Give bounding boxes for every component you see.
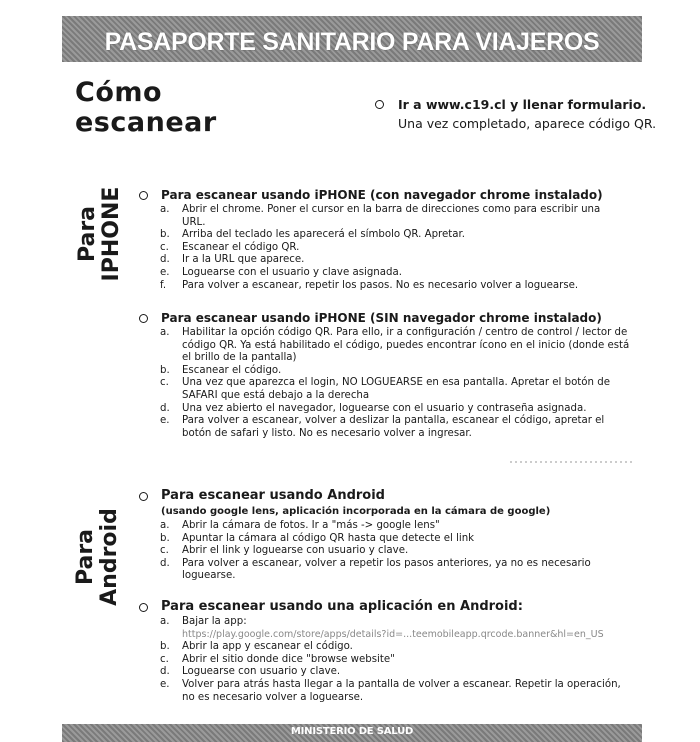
step-text: Arriba del teclado les aparecerá el símbolo QR. Apretar. — [182, 229, 465, 241]
side-label-iphone-line-1: Para — [75, 205, 100, 263]
step-letter: c. — [160, 241, 169, 253]
android-lens-steps — [160, 520, 635, 583]
step-text: Abrir el sitio donde dice "browse website" — [182, 653, 395, 665]
step-item — [160, 415, 632, 440]
step-letter: b. — [160, 641, 170, 653]
step-item — [160, 280, 625, 293]
step-letter: f. — [160, 279, 167, 291]
step-item — [160, 267, 625, 280]
step-text: Abrir la app y escanear el código. — [182, 641, 353, 653]
side-label-iphone — [76, 178, 124, 290]
android-lens-subtitle: (usando google lens, aplicación incorporada en la cámara de google) — [161, 506, 551, 517]
step-letter: c. — [160, 653, 169, 665]
step-letter: d. — [160, 402, 170, 414]
circle-bullet-icon — [139, 492, 148, 501]
side-label-android — [74, 497, 122, 617]
step-text: Volver para atrás hasta llegar a la pantalla de volver a escanear. Repetir la operación, no es necesario volver a loguearse. — [182, 678, 621, 703]
step-text: Loguearse con el usuario y clave asignada. — [182, 266, 402, 278]
step-text: Una vez que aparezca el login, NO LOGUEARSE en esa pantalla. Apretar el botón de SAFARI que está debajo a la derecha — [182, 377, 610, 401]
android-lens-title: Para escanear usando Android — [161, 488, 385, 503]
step-text: Loguearse con usuario y clave. — [182, 666, 341, 678]
step-text: Apuntar la cámara al código QR hasta que detecte el link — [182, 532, 475, 544]
iphone-safari-title: Para escanear usando iPHONE (SIN navegador chrome instalado) — [161, 311, 602, 325]
side-label-android-line-2: Android — [97, 508, 122, 606]
footer-ministry: MINISTERIO DE SALUD — [290, 726, 414, 737]
step-letter: e. — [160, 415, 170, 427]
step-text: Escanear el código QR. — [182, 241, 300, 253]
circle-bullet-icon — [139, 603, 148, 612]
visit-instruction: Ir a www.c19.cl y llenar formulario. — [398, 97, 647, 112]
step-item — [160, 666, 635, 679]
step-text: Abrir el chrome. Poner el cursor en la barra de direcciones como para escribir una URL. — [182, 204, 601, 228]
step-letter: c. — [160, 545, 169, 557]
step-item — [160, 204, 625, 229]
side-label-iphone-line-2: IPHONE — [99, 186, 124, 282]
circle-bullet-icon — [139, 314, 148, 323]
step-text: Abrir la cámara de fotos. Ir a "más -> google lens" — [182, 520, 440, 531]
step-letter: a. — [160, 616, 170, 627]
step-text: Para volver a escanear, volver a repetir los pasos anteriores, ya no es necesario loguearse. — [182, 557, 591, 582]
circle-bullet-icon — [139, 191, 148, 200]
iphone-chrome-steps — [160, 204, 625, 292]
step-letter: c. — [160, 377, 169, 389]
step-text: Bajar la app: — [182, 616, 247, 627]
page-title: PASAPORTE SANITARIO PARA VIAJEROS — [104, 28, 600, 56]
android-app-title: Para escanear usando una aplicación en Android: — [161, 599, 523, 614]
visit-note: Una vez completado, aparece código QR. — [398, 116, 657, 131]
step-letter: a. — [160, 327, 170, 338]
circle-bullet-icon — [375, 100, 384, 109]
step-text: Una vez abierto el navegador, loguearse con el usuario y contraseña asignada. — [182, 402, 587, 414]
step-item — [160, 229, 625, 242]
step-item — [160, 654, 635, 667]
step-item — [160, 679, 635, 704]
side-label-android-line-1: Para — [73, 528, 98, 586]
step-letter: e. — [160, 266, 170, 278]
iphone-chrome-title: Para escanear usando iPHONE (con navegador chrome instalado) — [161, 188, 603, 202]
step-item — [160, 545, 635, 558]
step-text: Para volver a escanear, volver a deslizar la pantalla, escanear el código, apretar el botón de safari y listo. No es necesario volver a ingresar. — [182, 415, 605, 439]
step-letter: d. — [160, 666, 170, 678]
how-to-scan-line-2: escanear — [75, 107, 217, 138]
step-text: Escanear el código. — [182, 364, 282, 376]
step-item — [160, 242, 625, 255]
step-text: Habilitar la opción código QR. Para ello, ir a configuración / centro de control / lector de código QR. Ya está habilitado el código, puedes encontrar ícono en el inicio (donde está el brillo de la pantalla) — [182, 327, 630, 364]
iphone-safari-steps — [160, 327, 632, 440]
step-item — [160, 403, 632, 416]
step-letter: d. — [160, 254, 170, 266]
step-item — [160, 377, 632, 402]
faint-dotted-line — [510, 461, 635, 463]
step-letter: b. — [160, 229, 170, 241]
header-banner — [62, 16, 642, 62]
step-item — [160, 558, 635, 583]
step-text: https://play.google.com/store/apps/details?id=...teemobileapp.qrcode.banner&hl=en_US — [182, 628, 604, 640]
step-item — [160, 254, 625, 267]
step-item — [160, 520, 635, 533]
step-text: Para volver a escanear, repetir los pasos. No es necesario volver a loguearse. — [182, 279, 579, 291]
step-letter: a. — [160, 204, 170, 215]
step-letter: e. — [160, 678, 170, 690]
step-letter: b. — [160, 364, 170, 376]
step-text: Ir a la URL que aparece. — [182, 254, 305, 266]
footer-banner — [62, 724, 642, 742]
step-item — [160, 365, 632, 378]
step-item — [160, 533, 635, 546]
step-item — [160, 616, 635, 629]
step-item — [160, 327, 632, 365]
step-item — [160, 629, 635, 642]
step-text: Abrir el link y loguearse con usuario y clave. — [182, 545, 409, 557]
how-to-scan-heading — [75, 78, 217, 138]
step-letter: a. — [160, 520, 170, 531]
step-item — [160, 641, 635, 654]
step-letter: b. — [160, 532, 170, 544]
android-app-steps — [160, 616, 635, 704]
how-to-scan-line-1: Cómo — [75, 77, 163, 108]
step-letter: d. — [160, 557, 170, 569]
